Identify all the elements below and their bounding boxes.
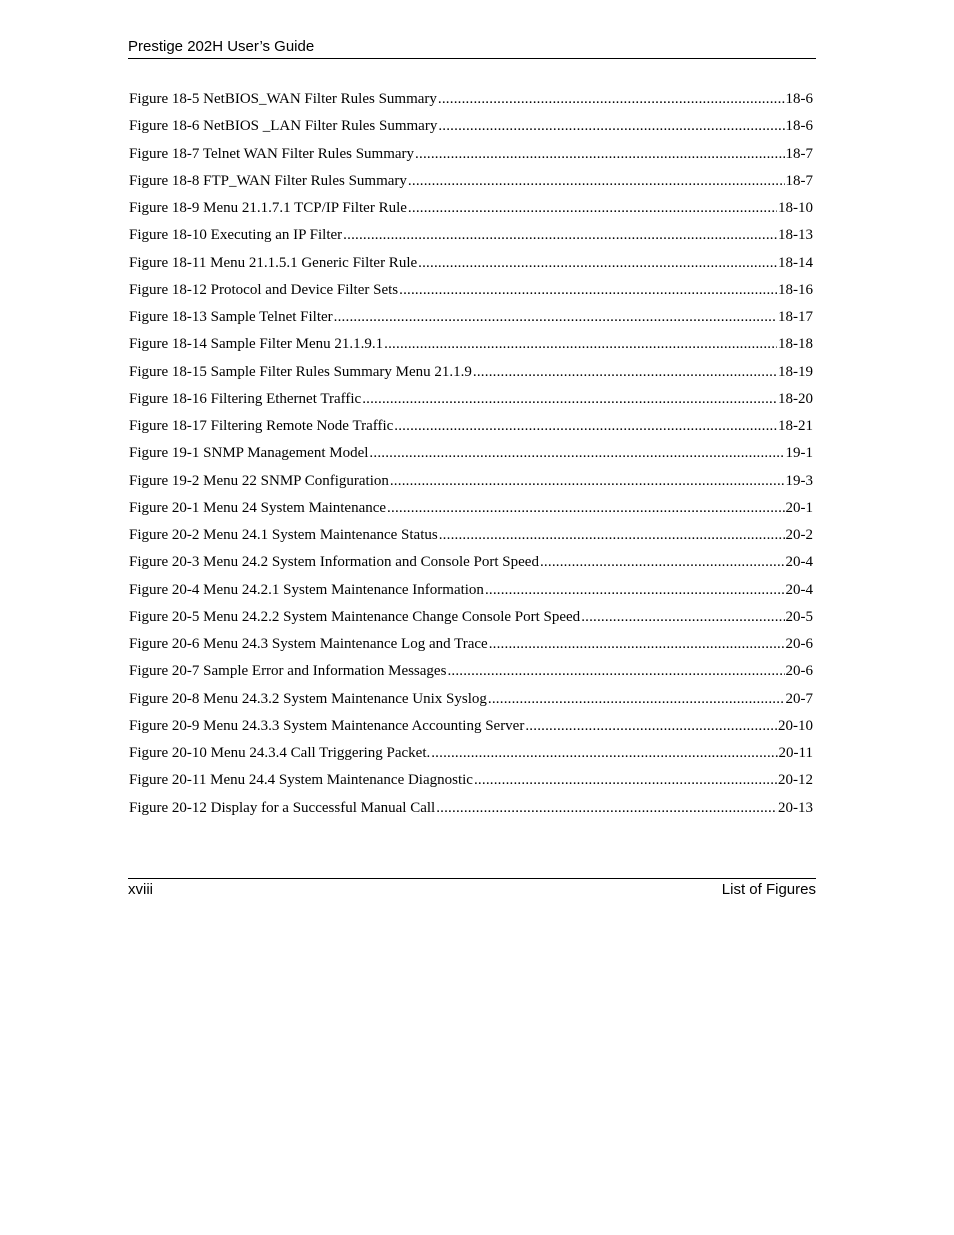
toc-entry[interactable] <box>129 278 813 305</box>
toc-entry-page: 20-11 <box>778 745 813 761</box>
toc-entry[interactable] <box>129 550 813 577</box>
toc-entry[interactable] <box>129 441 813 468</box>
dot-leader <box>418 251 777 275</box>
toc-entry-page: 18-18 <box>778 336 813 353</box>
dot-leader <box>387 496 784 520</box>
toc-entry-title: Figure 18-10 Executing an IP Filter <box>129 227 343 244</box>
dot-leader <box>408 169 785 193</box>
dot-leader <box>334 305 777 329</box>
toc-entry[interactable] <box>129 659 813 686</box>
toc-entry[interactable] <box>129 387 813 414</box>
toc-entry-title: Figure 20-5 Menu 24.2.2 System Maintenance Change Console Port Speed <box>129 608 581 625</box>
toc-entry-page: 18-6 <box>785 118 813 135</box>
toc-entry[interactable] <box>129 687 813 714</box>
toc-entry-page: 18-17 <box>778 309 813 325</box>
toc-entry-title: Figure 18-14 Sample Filter Menu 21.1.9.1 <box>129 336 384 353</box>
toc-entry[interactable] <box>129 169 813 196</box>
toc-entry-page: 20-12 <box>778 772 813 789</box>
toc-entry-title: Figure 20-7 Sample Error and Information Messages <box>129 663 447 680</box>
dot-leader <box>384 332 777 356</box>
dot-leader <box>447 659 784 683</box>
toc-entry-page: 20-4 <box>785 581 813 598</box>
toc-entry[interactable] <box>129 114 813 141</box>
page-footer <box>128 878 816 900</box>
toc-entry-title: Figure 18-7 Telnet WAN Filter Rules Summary <box>129 145 415 162</box>
toc-entry-title: Figure 20-2 Menu 24.1 System Maintenance Status <box>129 527 438 543</box>
toc-entry-title: Figure 18-13 Sample Telnet Filter <box>129 309 333 325</box>
toc-entry-title: Figure 18-12 Protocol and Device Filter Sets <box>129 281 399 298</box>
toc-entry[interactable] <box>129 87 813 114</box>
toc-entry-page: 20-13 <box>778 799 813 816</box>
toc-entry-page: 20-10 <box>778 717 813 734</box>
toc-entry-page: 18-6 <box>785 91 813 107</box>
toc-entry-page: 18-19 <box>778 363 813 380</box>
toc-entry-page: 18-7 <box>785 145 813 162</box>
dot-leader <box>540 550 785 574</box>
toc-entry-page: 18-21 <box>778 418 813 434</box>
dot-leader <box>362 387 777 411</box>
dot-leader <box>390 469 785 493</box>
toc-entry[interactable] <box>129 251 813 278</box>
toc-entry[interactable] <box>129 796 813 823</box>
toc-entry-page: 19-3 <box>785 472 813 489</box>
toc-entry-page: 20-5 <box>785 608 813 625</box>
toc-entry-title: Figure 18-6 NetBIOS _LAN Filter Rules Summary <box>129 118 438 135</box>
toc-entry-page: 20-4 <box>785 554 813 571</box>
dot-leader <box>485 578 785 602</box>
dot-leader <box>343 223 777 247</box>
dot-leader <box>439 523 785 547</box>
toc-entry-title: Figure 20-1 Menu 24 System Maintenance <box>129 499 387 516</box>
toc-entry-page: 18-7 <box>785 172 813 189</box>
toc-entry-title: Figure 20-11 Menu 24.4 System Maintenance Diagnostic <box>129 772 473 789</box>
dot-leader <box>369 441 784 465</box>
document-title: Prestige 202H User’s Guide <box>128 38 315 55</box>
page-number: xviii <box>128 881 153 898</box>
dot-leader <box>488 687 785 711</box>
toc-entry-page: 18-14 <box>778 254 813 271</box>
toc-entry[interactable] <box>129 360 813 387</box>
dot-leader <box>399 278 777 302</box>
toc-entry-title: Figure 18-5 NetBIOS_WAN Filter Rules Summary <box>129 91 437 107</box>
toc-entry-title: Figure 19-1 SNMP Management Model <box>129 445 369 462</box>
toc-entry-title: Figure 18-16 Filtering Ethernet Traffic <box>129 390 362 407</box>
toc-entry-title: Figure 20-4 Menu 24.2.1 System Maintenance Information <box>129 581 484 598</box>
toc-entry[interactable] <box>129 196 813 223</box>
dot-leader <box>431 741 777 765</box>
toc-entry-title: Figure 19-2 Menu 22 SNMP Configuration <box>129 472 389 489</box>
toc-entry-page: 18-16 <box>778 281 813 298</box>
list-of-figures <box>129 87 813 823</box>
toc-entry-page: 18-13 <box>778 227 813 244</box>
toc-entry-page: 20-6 <box>785 636 813 652</box>
toc-entry[interactable] <box>129 223 813 250</box>
toc-entry[interactable] <box>129 414 813 441</box>
toc-entry-title: Figure 20-12 Display for a Successful Manual Call <box>129 799 436 816</box>
dot-leader <box>438 87 785 111</box>
toc-entry[interactable] <box>129 523 813 550</box>
toc-entry[interactable] <box>129 332 813 359</box>
dot-leader <box>473 360 777 384</box>
dot-leader <box>408 196 777 220</box>
toc-entry[interactable] <box>129 605 813 632</box>
toc-entry-page: 20-7 <box>785 690 813 707</box>
dot-leader <box>394 414 777 438</box>
toc-entry[interactable] <box>129 469 813 496</box>
toc-entry-title: Figure 18-8 FTP_WAN Filter Rules Summary <box>129 172 407 189</box>
toc-entry-page: 18-10 <box>778 200 813 216</box>
toc-entry[interactable] <box>129 632 813 659</box>
dot-leader <box>489 632 785 656</box>
toc-entry-title: Figure 18-9 Menu 21.1.7.1 TCP/IP Filter Rule <box>129 200 407 216</box>
dot-leader <box>581 605 784 629</box>
toc-entry-title: Figure 20-9 Menu 24.3.3 System Maintenance Accounting Server <box>129 717 525 734</box>
toc-entry[interactable] <box>129 305 813 332</box>
toc-entry[interactable] <box>129 714 813 741</box>
toc-entry[interactable] <box>129 142 813 169</box>
dot-leader <box>415 142 784 166</box>
section-name: List of Figures <box>721 881 816 898</box>
toc-entry[interactable] <box>129 578 813 605</box>
toc-entry[interactable] <box>129 768 813 795</box>
toc-entry-title: Figure 20-10 Menu 24.3.4 Call Triggering Packet. <box>129 745 431 761</box>
dot-leader <box>436 796 777 820</box>
toc-entry-title: Figure 18-15 Sample Filter Rules Summary Menu 21.1.9 <box>129 363 472 380</box>
toc-entry-title: Figure 20-6 Menu 24.3 System Maintenance Log and Trace <box>129 636 488 652</box>
toc-entry-title: Figure 18-11 Menu 21.1.5.1 Generic Filter Rule <box>129 254 418 271</box>
toc-entry-page: 20-1 <box>785 499 813 516</box>
toc-entry-page: 20-6 <box>785 663 813 680</box>
toc-entry-title: Figure 20-3 Menu 24.2 System Information and Console Port Speed <box>129 554 539 571</box>
toc-entry-page: 20-2 <box>785 527 813 543</box>
toc-entry-title: Figure 18-17 Filtering Remote Node Traffic <box>129 418 394 434</box>
toc-entry[interactable] <box>129 741 813 768</box>
toc-entry-page: 18-20 <box>778 390 813 407</box>
dot-leader <box>438 114 784 138</box>
toc-entry-title: Figure 20-8 Menu 24.3.2 System Maintenance Unix Syslog <box>129 690 487 707</box>
toc-entry[interactable] <box>129 496 813 523</box>
dot-leader <box>525 714 777 738</box>
page-header <box>128 37 816 59</box>
dot-leader <box>474 768 777 792</box>
toc-entry-page: 19-1 <box>785 445 813 462</box>
